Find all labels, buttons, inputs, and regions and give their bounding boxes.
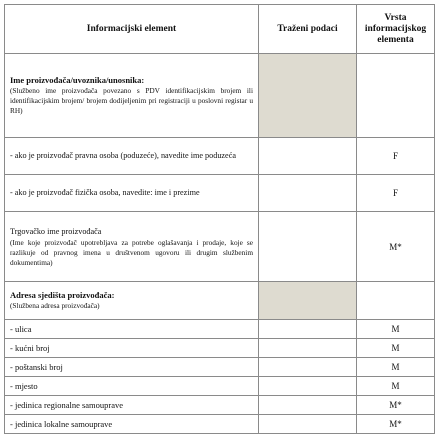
table-row bbox=[5, 175, 435, 212]
row-label-cell: - ulica bbox=[5, 320, 259, 339]
row-type-cell: M bbox=[357, 339, 435, 358]
row-label-cell bbox=[5, 138, 259, 175]
row-type-cell bbox=[357, 54, 435, 138]
table-row bbox=[5, 212, 435, 282]
requested-data-cell[interactable] bbox=[259, 415, 357, 434]
requested-data-cell[interactable] bbox=[259, 175, 357, 212]
row-label-cell bbox=[5, 282, 259, 320]
row-text: - ako je proizvođač pravna osoba (poduzeće), navedite ime poduzeća bbox=[10, 151, 236, 160]
row-type-cell: M bbox=[357, 377, 435, 396]
header-vrsta-elementa: Vrsta informacijskog elementa bbox=[357, 5, 435, 54]
row-note: (Službena adresa proizvođača) bbox=[10, 301, 100, 310]
row-type-cell: M* bbox=[357, 396, 435, 415]
requested-data-cell[interactable] bbox=[259, 377, 357, 396]
row-label-cell bbox=[5, 175, 259, 212]
table-row bbox=[5, 138, 435, 175]
table-row bbox=[5, 54, 435, 138]
requested-data-cell[interactable] bbox=[259, 396, 357, 415]
row-title: Adresa sjedišta proizvođača: bbox=[10, 290, 115, 300]
table-row bbox=[5, 339, 435, 358]
requested-data-cell[interactable] bbox=[259, 339, 357, 358]
row-title: Ime proizvođača/uvoznika/unosnika: bbox=[10, 75, 145, 85]
requested-data-cell[interactable] bbox=[259, 212, 357, 282]
row-note: (Ime koje proizvođač upotrebljava za potrebe oglašavanja i prodaje, koje se razlikuje od pravnog imena u društvenom ugovoru ili drugim službenim dokumentima) bbox=[10, 237, 253, 267]
requested-data-cell[interactable] bbox=[259, 138, 357, 175]
row-label-cell: - jedinica regionalne samouprave bbox=[5, 396, 259, 415]
table-row bbox=[5, 282, 435, 320]
row-label-cell: - jedinica lokalne samouprave bbox=[5, 415, 259, 434]
row-type-cell: F bbox=[357, 175, 435, 212]
requested-data-cell-shaded bbox=[259, 54, 357, 138]
row-label-cell bbox=[5, 212, 259, 282]
row-label-cell bbox=[5, 54, 259, 138]
row-text: Trgovačko ime proizvođača bbox=[10, 226, 102, 236]
row-label-cell: - mjesto bbox=[5, 377, 259, 396]
requested-data-cell-shaded bbox=[259, 282, 357, 320]
table-row bbox=[5, 377, 435, 396]
table-row bbox=[5, 415, 435, 434]
row-type-cell: M bbox=[357, 358, 435, 377]
row-note: (Službeno ime proizvođača povezano s PDV identifikacijskim brojem ili identifikacijskim brojem/ brojem dodijeljenim pri registraciji u poslovni registar u RH) bbox=[10, 86, 253, 115]
row-text: - ako je proizvođač fizička osoba, navedite: ime i prezime bbox=[10, 188, 200, 197]
row-label-cell: - kućni broj bbox=[5, 339, 259, 358]
table-row bbox=[5, 320, 435, 339]
requested-data-cell[interactable] bbox=[259, 320, 357, 339]
row-type-cell: M* bbox=[357, 212, 435, 282]
table-row bbox=[5, 396, 435, 415]
header-informacijski-element: Informacijski element bbox=[5, 5, 259, 54]
row-type-cell bbox=[357, 282, 435, 320]
row-type-cell: M* bbox=[357, 415, 435, 434]
row-type-cell: M bbox=[357, 320, 435, 339]
header-row bbox=[5, 5, 435, 54]
information-elements-table bbox=[4, 4, 435, 434]
requested-data-cell[interactable] bbox=[259, 358, 357, 377]
header-trazeni-podaci: Traženi podaci bbox=[259, 5, 357, 54]
row-label-cell: - poštanski broj bbox=[5, 358, 259, 377]
row-type-cell: F bbox=[357, 138, 435, 175]
table-row bbox=[5, 358, 435, 377]
